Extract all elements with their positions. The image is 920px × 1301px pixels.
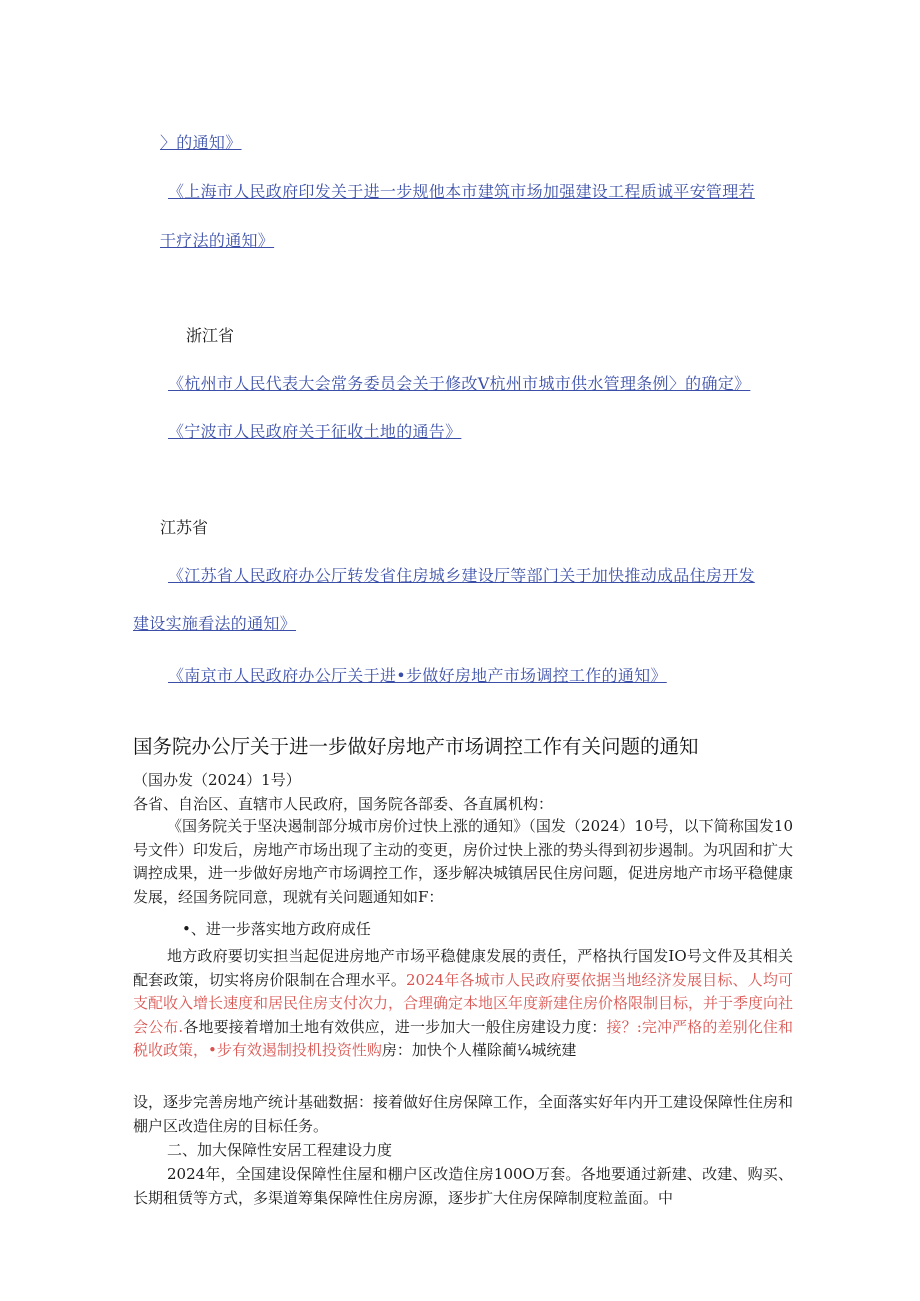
link-jiangsu-notice-cont[interactable]: 建设实施看法的通知》 — [133, 614, 297, 633]
document-number: （国办发（2024）1号） — [133, 771, 301, 789]
paragraph-local-gov — [133, 945, 793, 1063]
link-shanghai-notice-cont[interactable]: 干疗法的通知》 — [160, 231, 275, 250]
para2-text-b: 各地要接着增加土地有效供应，进一步加大一般住房建设力度： — [183, 1017, 607, 1036]
link-nanjing-notice[interactable]: 《南京市人民政府办公厅关于进•步做好房地产市场调控工作的通知》 — [168, 666, 667, 685]
province-jiangsu: 江苏省 — [160, 518, 209, 537]
link-ningbo-notice[interactable]: 《宁波市人民政府关于征收土地的通告》 — [168, 422, 462, 441]
para2-red-text: 2024年各城市人民政府要依据当地经济发展目标、人均可支配收入增长速度和居民住房支付次力，合理确定本地区年度新建住房价格限制目标，并于季度向社会公布. — [133, 970, 794, 1036]
para2-text-c: 房：加快个人槿除蔺¼城统建 — [381, 1041, 577, 1059]
section-heading-1: •、进一步落实地方政府成任 — [182, 920, 371, 938]
paragraph-housing: 2024年，全国建设保障性住屋和棚户区改造住房100O万套。各地要通过新建、改建、购买、长期租赁等方式，多渠道筹集保障性住房房源，逐步扩大住房保障制度粒盖面。中 — [133, 1165, 793, 1207]
link-shanghai-notice[interactable]: 《上海市人民政府印发关于进一步规他本市建筑市场加强建设工程质诚平安管理若 — [168, 182, 755, 201]
para2-text-a: 地方政府要切实担当起促进房地产市场平稳健康发展的责任，严格执行国发IO号文件及其相关配套政策，切实将房价限制在合理水平。 — [133, 947, 793, 989]
link-jiangsu-notice[interactable]: 《江苏省人民政府办公厅转发省住房城乡建设厅等部门关于加快推动成品住房开发 — [168, 566, 755, 585]
para2-red-text-2: 接？:完冲严格的差别化住和税收政策，•步有效遏制投机投资性购 — [133, 1017, 793, 1059]
section-heading-2: 二、加大保障性安居工程建设力度 — [167, 1141, 393, 1159]
addressee: 各省、自治区、直辖市人民政府，国务院各部委、各直属机构： — [133, 795, 554, 813]
link-notice-fragment[interactable]: 〉的通知》 — [160, 133, 242, 152]
document-title: 国务院办公厅关于进一步做好房地产市场调控工作有关问题的通知 — [133, 735, 699, 758]
link-hangzhou-decision[interactable]: 《杭州市人民代表大会常务委员会关于修改V杭州市城市供水管理条例〉的确定》 — [168, 374, 751, 393]
paragraph-intro: 《国务院关于坚决遏制部分城市房价过快上涨的通知》（国发（2024）10号，以下简称国发10号文件）印发后，房地产市场出现了主动的变更，房价过快上涨的势头得到初步遏制。为巩固和扩大调控成果，进一步做好房地产市场调控工作，逐步解决城镇居民住房问题，促进房地产市场平稳健康发展，经国务院同意，现就有关问题通知如F： — [133, 817, 794, 906]
paragraph-statistics: 设，逐步完善房地产统计基础数据：接着做好住房保障工作，全面落实好年内开工建设保障性住房和棚户区改造住房的目标任务。 — [133, 1093, 794, 1135]
province-zhejiang: 浙江省 — [186, 326, 235, 345]
